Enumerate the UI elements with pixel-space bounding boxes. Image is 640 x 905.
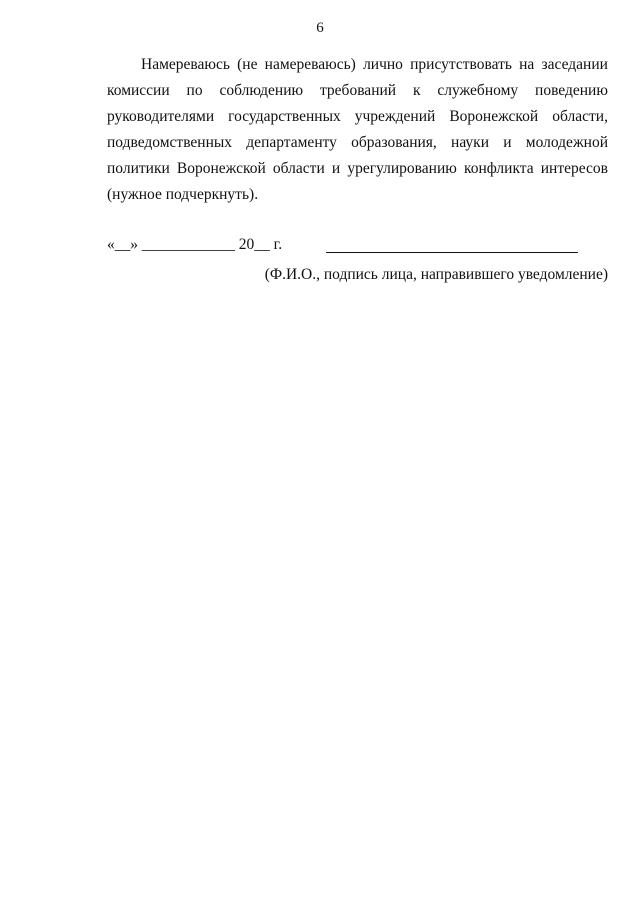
word: поведению bbox=[535, 82, 608, 99]
word: руководителями bbox=[107, 108, 215, 125]
word: департаменту bbox=[246, 134, 337, 151]
word: Воронежской bbox=[449, 108, 539, 125]
signature-caption: (Ф.И.О., подпись лица, направившего уведомление) bbox=[264, 266, 608, 283]
word: конфликта bbox=[463, 160, 534, 177]
page-number: 6 bbox=[316, 20, 324, 36]
word: требований bbox=[319, 82, 397, 99]
date-field: «__» ____________ 20__ г. bbox=[107, 236, 283, 253]
body-line-3 bbox=[107, 108, 608, 126]
word: на bbox=[519, 56, 535, 73]
word: образования, bbox=[351, 134, 437, 151]
word: намереваюсь) bbox=[264, 56, 356, 73]
body-line-2 bbox=[107, 82, 608, 100]
word: политики bbox=[107, 160, 170, 177]
body-line-4 bbox=[107, 134, 608, 152]
word: к bbox=[412, 82, 421, 99]
body-line-5 bbox=[107, 160, 608, 178]
word: комиссии bbox=[107, 82, 170, 99]
word: науки bbox=[451, 134, 490, 151]
word: лично bbox=[363, 56, 403, 73]
word: Воронежской bbox=[176, 160, 266, 177]
word: заседании bbox=[541, 56, 608, 73]
word: Намереваюсь bbox=[141, 56, 230, 73]
word: (нужное подчеркнуть). bbox=[107, 186, 259, 203]
word: присутствовать bbox=[410, 56, 512, 73]
word: урегулированию bbox=[347, 160, 457, 177]
word: интересов bbox=[540, 160, 608, 177]
body-line-6 bbox=[107, 186, 608, 204]
word: служебному bbox=[437, 82, 519, 99]
word: области bbox=[272, 160, 325, 177]
word: соблюдению bbox=[219, 82, 304, 99]
word: и bbox=[503, 134, 512, 151]
word: (не bbox=[237, 56, 258, 73]
word: государственных bbox=[228, 108, 341, 125]
word: молодежной bbox=[525, 134, 608, 151]
word: подведомственных bbox=[107, 134, 233, 151]
signature-line bbox=[326, 252, 578, 253]
word: области, bbox=[552, 108, 608, 125]
body-line-1 bbox=[141, 56, 608, 74]
word: учреждений bbox=[354, 108, 436, 125]
word: и bbox=[331, 160, 341, 177]
word: по bbox=[186, 82, 203, 99]
